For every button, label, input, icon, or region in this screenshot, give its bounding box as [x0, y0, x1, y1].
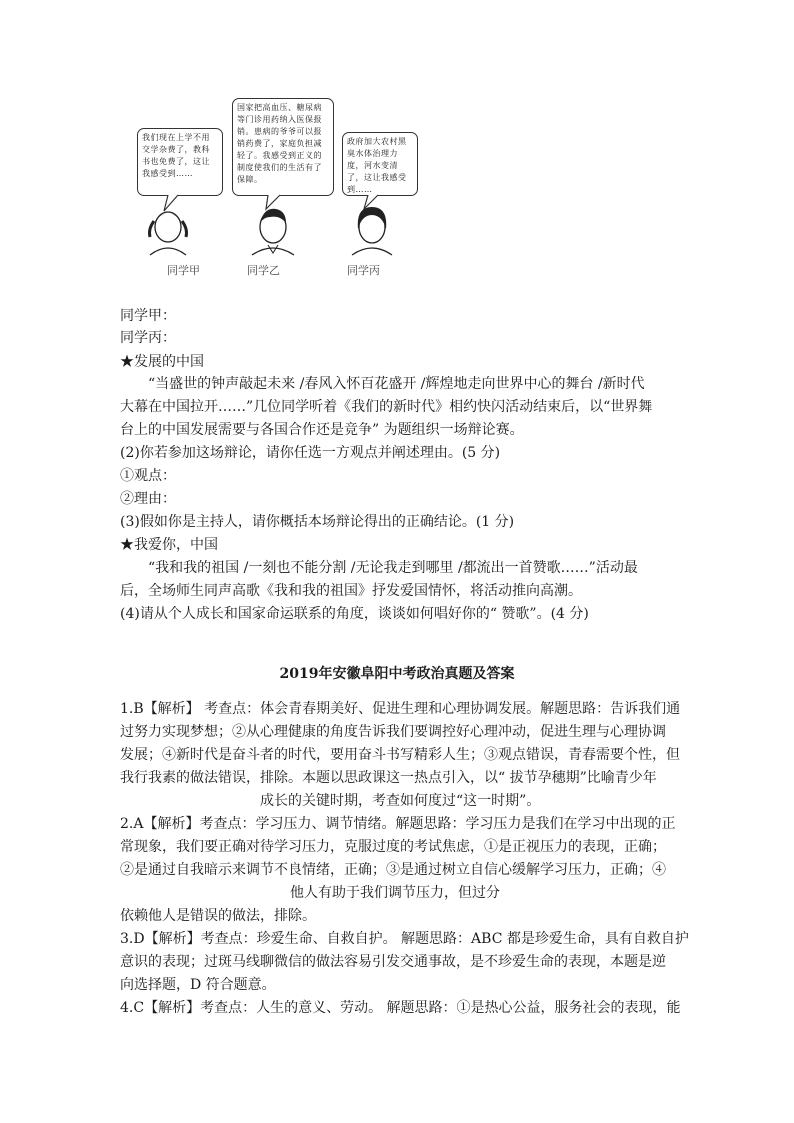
answer-line-reason: ②理由：: [120, 491, 176, 507]
answer-1-line: 1.B【解析】 考查点：体会青春期美好、促进生理和心理协调发展。解题思路：告诉我们通: [120, 701, 681, 717]
section-heading-developing-china: ★发展的中国: [120, 354, 204, 370]
answer-1-line: 过努力实现梦想；②从心理健康的角度告诉我们要调控好心理冲动，促进生理与心理协调: [120, 724, 666, 740]
answer-1-line: 发展；④新时代是奋斗者的时代，要用奋斗书写精彩人生；③观点错误，青春需要个性，但: [120, 747, 680, 763]
label-student-c: 同学丙: [347, 264, 380, 277]
paragraph-line: 台上的中国发展需要与各国合作还是竞争” 为题组织一场辩论赛。: [120, 422, 524, 438]
section-heading-i-love-china: ★我爱你，中国: [120, 537, 218, 553]
answer-1-line: 成长的关键时期，考查如何度过“这一时期”。: [260, 793, 541, 809]
answer-4-line: 4.C【解析】考查点：人生的意义、劳动。 解题思路：①是热心公益，服务社会的表现，能: [120, 1000, 681, 1016]
paragraph-line: 后，全场师生同声高歌《我和我的祖国》抒发爱国情怀，将活动推向高潮。: [120, 583, 582, 599]
label-student-b: 同学乙: [247, 264, 280, 277]
answer-2-line: 依赖他人是错误的做法，排除。: [120, 908, 316, 924]
speech-bubble-student-c: 政府加大农村黑臭水体治理力度，河水变清了，这让我感受到……: [342, 132, 418, 196]
answer-3-line: 向选择题，D 符合题意。: [120, 977, 276, 993]
answer-3-line: 3.D【解析】考查点：珍爱生命、自救自护。 解题思路：ABC 都是珍爱生命，具有自救自护: [120, 931, 689, 947]
paragraph-line: “我和我的祖国 /一刻也不能分割 /无论我走到哪里 /都流出一首赞歌……”活动最: [148, 560, 638, 576]
answers-title: 2019年安徽阜阳中考政治真题及答案: [279, 666, 515, 682]
student-a-figure: [150, 212, 187, 255]
question-3: (3)假如你是主持人，请你概括本场辩论得出的正确结论。(1 分): [120, 514, 515, 530]
paragraph-line: 大幕在中国拉开……”几位同学听着《我们的新时代》相约快闪活动结束后，以“世界舞: [120, 399, 653, 415]
student-c-figure: [352, 207, 392, 255]
answer-3-line: 意识的表现；过斑马线聊微信的做法容易引发交通事故，是不珍爱生命的表现，本题是逆: [120, 954, 666, 970]
answer-line-student-a: 同学甲：: [120, 308, 176, 324]
question-4: (4)请从个人成长和国家命运联系的角度，谈谈如何唱好你的“ 赞歌”。(4 分): [120, 606, 589, 622]
paragraph-line: “当盛世的钟声敲起未来 /春风入怀百花盛开 /辉煌地走向世界中心的舞台 /新时代: [148, 376, 645, 392]
students-drawing: [120, 95, 423, 277]
answer-2-line: ②是通过自我暗示来调节不良情绪，正确；③是通过树立自信心缓解学习压力，正确；④: [120, 862, 666, 878]
answer-1-line: 我行我素的做法错误，排除。本题以思政课这一热点引入，以“ 拔节孕穗期”比喻青少年: [120, 770, 657, 786]
speech-bubble-student-a: 我们现在上学不用交学杂费了，教科书也免费了，这让我感受到……: [137, 128, 223, 196]
answer-2-line: 他人有助于我们调节压力，但过分: [290, 885, 500, 901]
student-b-figure: [252, 209, 294, 255]
illustration-three-students: [120, 95, 423, 277]
label-student-a: 同学甲: [167, 264, 200, 277]
answer-line-student-c: 同学丙：: [120, 330, 176, 346]
answer-line-viewpoint: ①观点：: [120, 468, 176, 484]
answer-2-line: 2.A【解析】考查点：学习压力、调节情绪。解题思路：学习压力是我们在学习中出现的正: [120, 816, 676, 832]
speech-bubble-student-b: 国家把高血压、糖尿病等门诊用药纳入医保报销。患病的爷爷可以报销药费了，家庭负担减轻了。我感受到正义的制度使我们的生活有了保障。: [232, 98, 334, 196]
answer-2-line: 常现象，我们要正确对待学习压力，克服过度的考试焦虑，①是正视压力的表现，正确；: [120, 839, 666, 855]
question-2: (2)你若参加这场辩论，请你任选一方观点并阐述理由。(5 分): [120, 445, 501, 461]
